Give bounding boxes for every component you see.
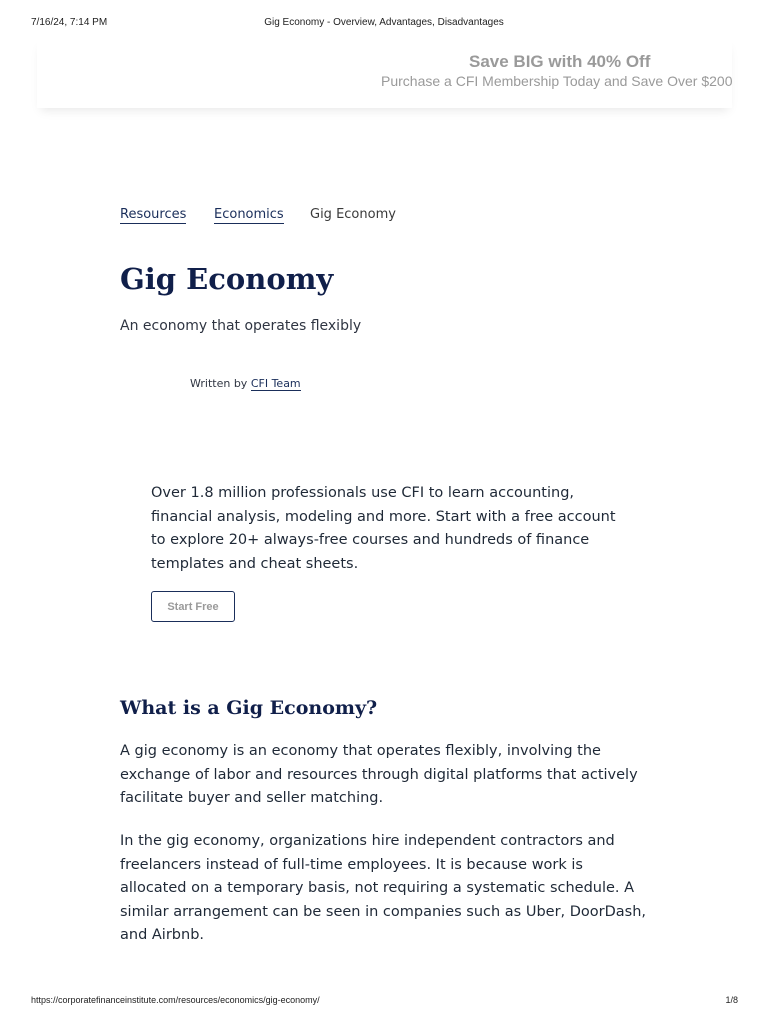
print-footer [0,995,768,1007]
author-link[interactable]: CFI Team [250,377,301,390]
promo-subtext: Purchase a CFI Membership Today and Save Over $200 [381,73,732,89]
page-title: Gig Economy [120,262,334,296]
print-datetime: 7/16/24, 7:14 PM [31,17,108,28]
page-number: 1/8 [725,995,738,1005]
print-header [0,17,768,29]
promo-headline: Save BIG with 40% Off [469,52,651,71]
section-heading: What is a Gig Economy? [120,697,378,719]
paragraph: A gig economy is an economy that operates flexibly, involving the exchange of labor and resources through digital platforms that actively facilitate buyer and seller matching. [120,743,638,806]
breadcrumb-link-economics[interactable]: Economics [214,207,284,222]
print-url: https://corporatefinanceinstitute.com/resources/economics/gig-economy/ [31,995,320,1005]
promo-banner[interactable] [37,38,732,108]
breadcrumb-link-resources[interactable]: Resources [120,207,187,222]
page-subtitle: An economy that operates flexibly [120,318,362,334]
paragraph: In the gig economy, organizations hire independent contractors and freelancers instead of full-time employees. It is because work is allocated on a temporary basis, not requiring a systematic schedule. A similar arrangement can be seen in companies such as Uber, DoorDash, and Airbnb. [120,833,647,943]
breadcrumb-current: Gig Economy [310,207,396,222]
byline [190,377,301,390]
cta-text: Over 1.8 million professionals use CFI to learn accounting, financial analysis, modeling and more. Start with a free account to explore 20+ always-free courses and hundreds of finance templates and cheat sheets. [151,485,616,572]
print-doc-title: Gig Economy - Overview, Advantages, Disadvantages [264,17,504,28]
start-free-button[interactable]: Start Free [151,591,235,622]
byline-prefix: Written by [190,377,248,390]
